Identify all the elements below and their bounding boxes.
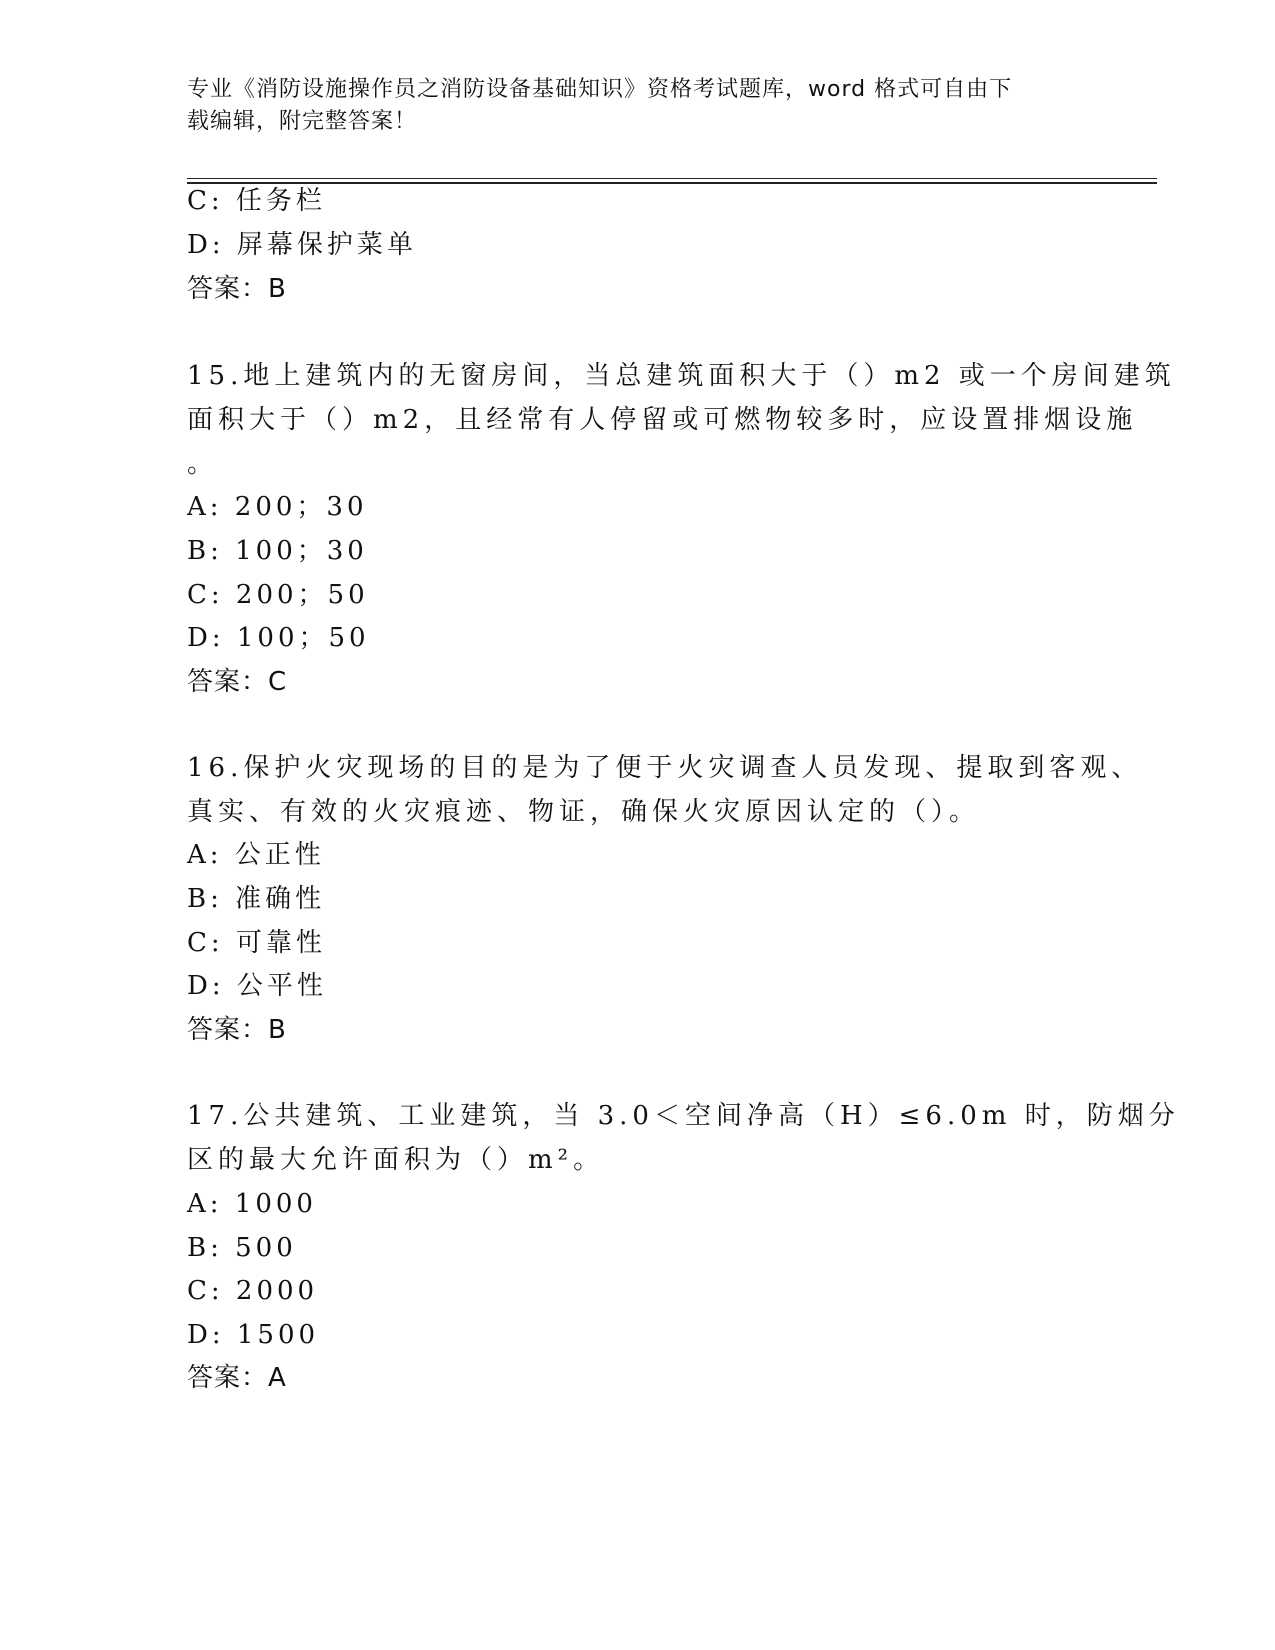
prev-option-c: C: 任务栏 (187, 186, 326, 216)
prev-answer: 答案：B (187, 274, 287, 304)
q16-stem-line-1: 16.保护火灾现场的目的是为了便于火灾调查人员发现、提取到客观、 (187, 753, 1143, 783)
q15-option-b: B: 100；30 (187, 536, 368, 566)
prev-option-d: D: 屏幕保护菜单 (187, 230, 417, 260)
q16-option-a: A: 公正性 (187, 840, 325, 870)
q15-option-c: C: 200；50 (187, 580, 369, 610)
q15-stem-line-3: 。 (187, 449, 219, 479)
q17-answer: 答案：A (187, 1363, 287, 1393)
q17-option-a: A: 1000 (187, 1189, 317, 1219)
q17-option-c: C: 2000 (187, 1276, 319, 1306)
q15-answer: 答案：C (187, 667, 288, 697)
q16-answer: 答案：B (187, 1015, 287, 1045)
header-line-2: 载编辑，附完整答案！ (187, 109, 418, 134)
q17-option-d: D: 1500 (187, 1320, 320, 1350)
header-rule-thick (187, 182, 1157, 184)
header-line-1: 专业《消防设施操作员之消防设备基础知识》资格考试题库，word 格式可自由下 (187, 77, 1013, 102)
q15-option-d: D: 100；50 (187, 623, 370, 653)
q16-stem-line-2: 真实、有效的火灾痕迹、物证，确保火灾原因认定的（）。 (187, 797, 981, 827)
q16-option-d: D: 公平性 (187, 971, 327, 1001)
q16-option-c: C: 可靠性 (187, 928, 326, 958)
q17-stem-line-1: 17.公共建筑、工业建筑，当 3.0＜空间净高（H）≤6.0m 时，防烟分 (187, 1101, 1180, 1131)
q17-option-b: B: 500 (187, 1233, 297, 1263)
q15-option-a: A: 200；30 (187, 492, 368, 522)
q17-stem-line-2: 区的最大允许面积为（）m²。 (187, 1145, 605, 1175)
page-header (187, 74, 1087, 138)
q16-option-b: B: 准确性 (187, 884, 326, 914)
q15-stem-line-1: 15.地上建筑内的无窗房间，当总建筑面积大于（）m2 或一个房间建筑 (187, 361, 1176, 391)
q15-stem-line-2: 面积大于（）m2，且经常有人停留或可燃物较多时，应设置排烟设施 (187, 405, 1138, 435)
header-rule-thin (187, 178, 1157, 179)
